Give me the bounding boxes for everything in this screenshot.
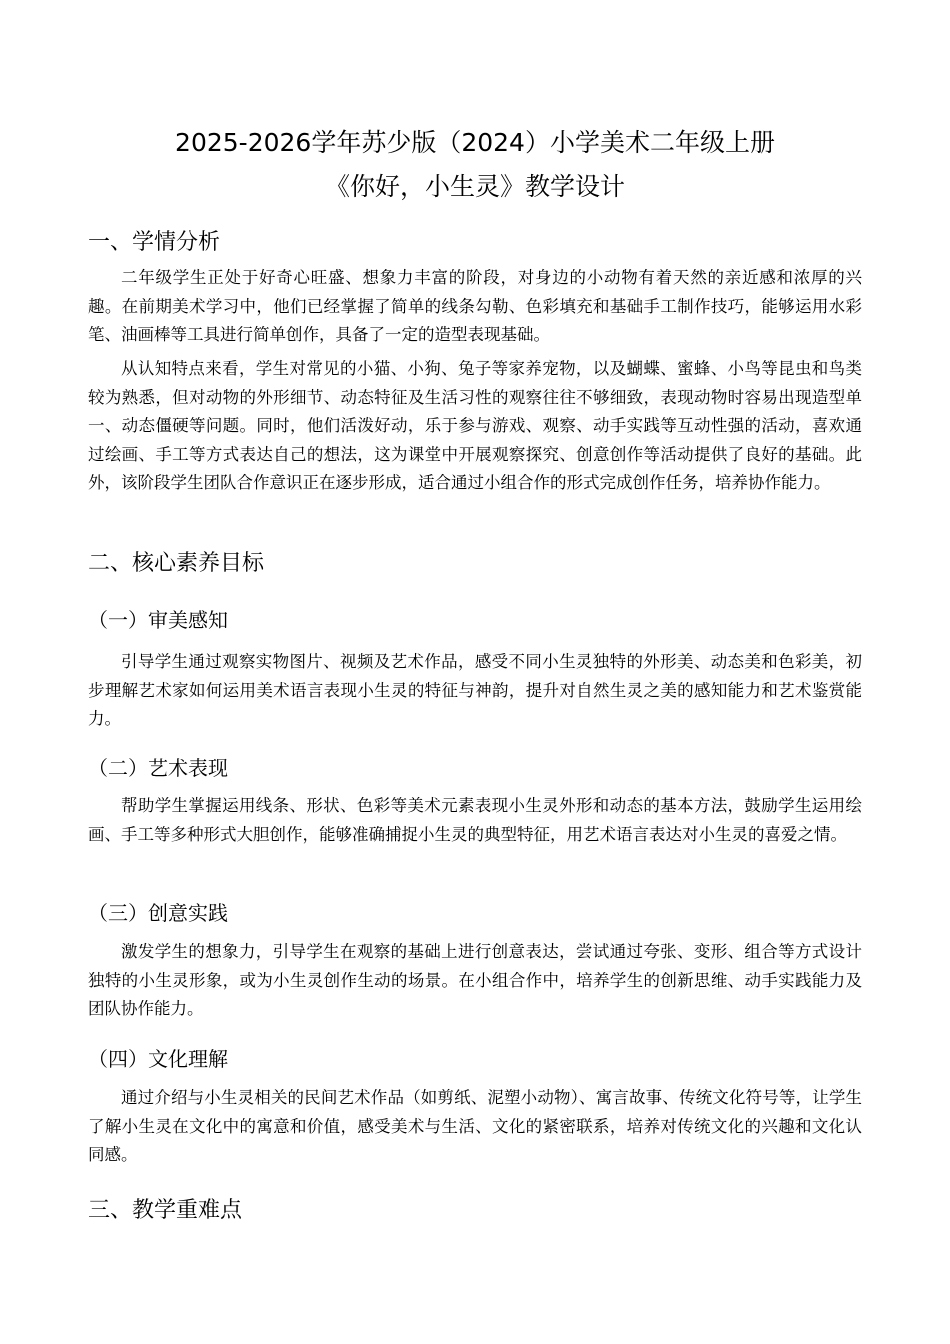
subsection-heading-cultural-understanding: （四）文化理解	[88, 1047, 228, 1071]
document-title-line-1: 2025-2026学年苏少版（2024）小学美术二年级上册	[175, 128, 775, 157]
paragraph-aesthetic-perception: 引导学生通过观察实物图片、视频及艺术作品，感受不同小生灵独特的外形美、动态美和色彩美，初步理解艺术家如何运用美术语言表现小生灵的特征与神韵，提升对自然生灵之美的感知能力和艺术鉴赏能力。	[88, 652, 862, 729]
paragraph-artistic-expression: 帮助学生掌握运用线条、形状、色彩等美术元素表现小生灵外形和动态的基本方法，鼓励学生运用绘画、手工等多种形式大胆创作，能够准确捕捉小生灵的典型特征，用艺术语言表达对小生灵的喜爱之情。	[88, 796, 862, 844]
subsection-heading-aesthetic-perception: （一）审美感知	[88, 608, 228, 632]
paragraph-cultural-understanding: 通过介绍与小生灵相关的民间艺术作品（如剪纸、泥塑小动物）、寓言故事、传统文化符号等，让学生了解小生灵在文化中的寓意和价值，感受美术与生活、文化的紧密联系，培养对传统文化的兴趣和文化认同感。	[88, 1088, 862, 1165]
section-heading-learning-analysis: 一、学情分析	[88, 230, 221, 255]
subsection-heading-artistic-expression: （二）艺术表现	[88, 756, 228, 780]
paragraph-learning-analysis-2: 从认知特点来看，学生对常见的小猫、小狗、兔子等家养宠物，以及蝴蝶、蜜蜂、小鸟等昆虫和鸟类较为熟悉，但对动物的外形细节、动态特征及生活习性的观察往往不够细致，表现动物时容易出现造型单一、动态僵硬等问题。同时，他们活泼好动，乐于参与游戏、观察、动手实践等互动性强的活动，喜欢通过绘画、手工等方式表达自己的想法，这为课堂中开展观察探究、创意创作等活动提供了良好的基础。此外，该阶段学生团队合作意识正在逐步形成，适合通过小组合作的形式完成创作任务，培养协作能力。	[88, 359, 862, 493]
document-title-line-2: 《你好，小生灵》教学设计	[324, 172, 625, 201]
paragraph-creative-practice: 激发学生的想象力，引导学生在观察的基础上进行创意表达，尝试通过夸张、变形、组合等方式设计独特的小生灵形象，或为小生灵创作生动的场景。在小组合作中，培养学生的创新思维、动手实践能力及团队协作能力。	[88, 942, 862, 1019]
paragraph-learning-analysis-1: 二年级学生正处于好奇心旺盛、想象力丰富的阶段，对身边的小动物有着天然的亲近感和浓厚的兴趣。在前期美术学习中，他们已经掌握了简单的线条勾勒、色彩填充和基础手工制作技巧，能够运用水彩笔、油画棒等工具进行简单创作，具备了一定的造型表现基础。	[88, 268, 862, 345]
section-heading-key-difficulties: 三、教学重难点	[88, 1198, 243, 1223]
subsection-heading-creative-practice: （三）创意实践	[88, 901, 228, 925]
section-heading-core-goals: 二、核心素养目标	[88, 551, 265, 576]
